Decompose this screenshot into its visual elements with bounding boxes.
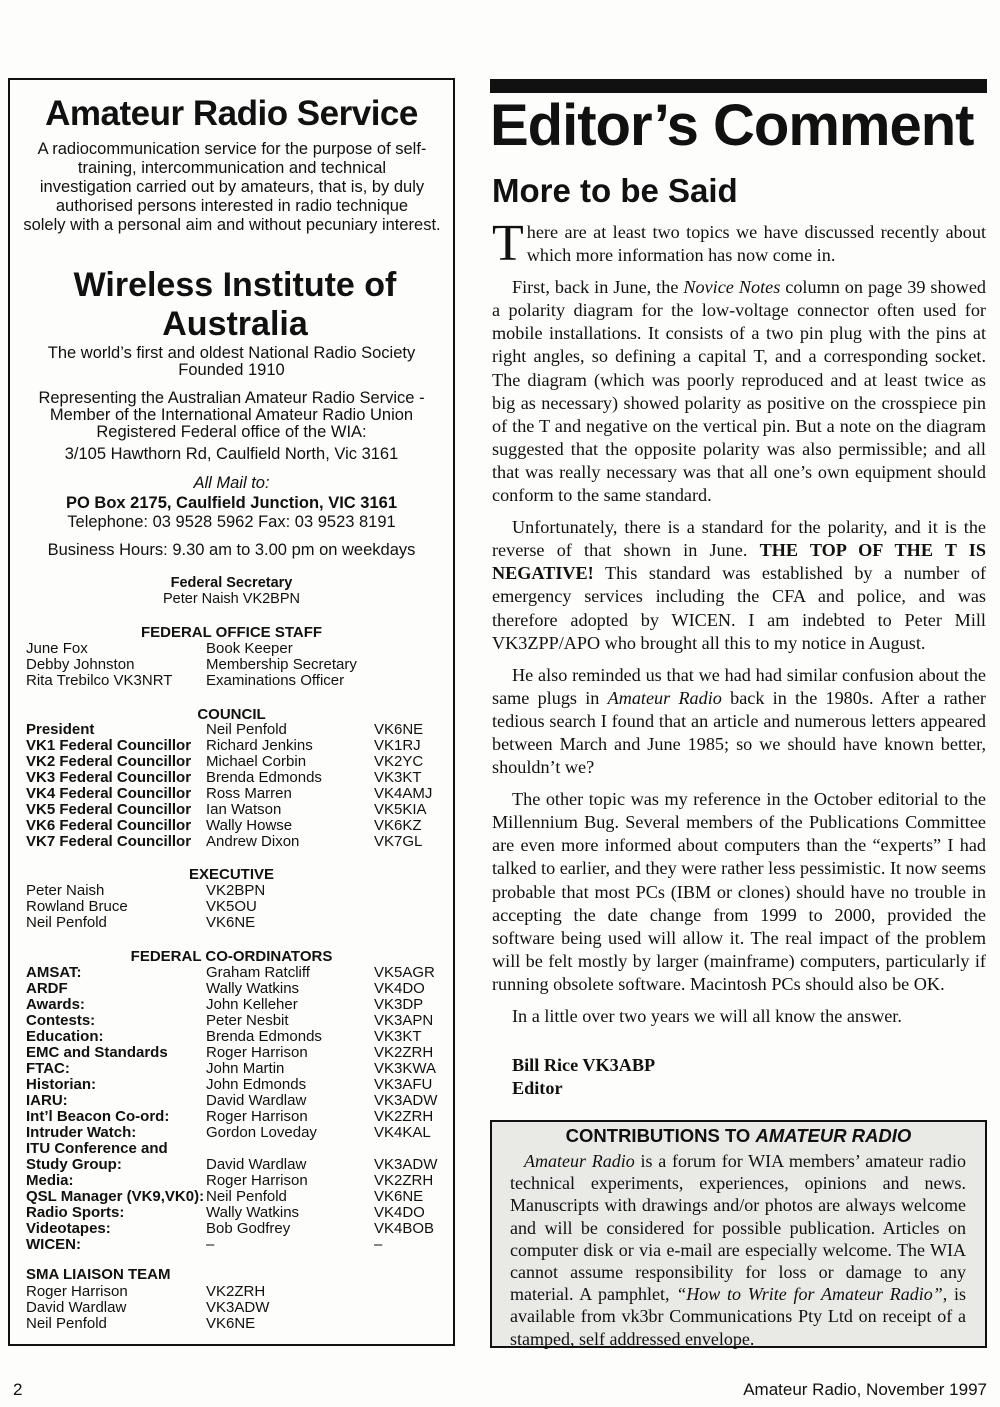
council-row: VK5 Federal Councillor Ian Watson VK5KIA bbox=[26, 801, 427, 818]
coordinator-row: Historian: John Edmonds VK3AFU bbox=[26, 1076, 433, 1093]
wia-line: The world’s first and oldest National Radio Society bbox=[47, 344, 416, 362]
paragraph: First, back in June, the Novice Notes column on page 39 showed a polarity diagram for the low-voltage connector often used for mobile installations. It consists of a two pin plug with the pins at right angles, so defining a capital T, and a corresponding socket. The diagram (which was poorly reproduced and at least twice as big as necessary) showed polarity as positive on the crosspiece pin of the T and negative on the vertical pin. But a note on the diagram suggested that the opposite polarity was also permissible; and all that was really necessary was that all one’s own equipment should conform to the same standard. bbox=[492, 277, 986, 506]
editors-comment-heading: Editor’s Comment bbox=[490, 93, 974, 158]
coordinator-row: AMSAT: Graham Ratcliff VK5AGR bbox=[26, 964, 435, 981]
paragraph: The other topic was my reference in the October editorial to the Millennium Bug. Several members of the Publications Committee are even more informed about computers than the “experts” I had talked to earlier, and they were rather less pessimistic. It now seems probable that most PCs (IBM or clones) should have no trouble in accepting the date change from 1999 to 2000, provided the software being used will allow it. The real impact of the problem will be felt mostly by larger (mainframe) computers, particularly if running obsolete software. Macintosh PCs should also be OK. bbox=[492, 789, 986, 994]
coordinator-row: Awards: John Kelleher VK3DP bbox=[26, 996, 424, 1013]
publication-footer: Amateur Radio, November 1997 bbox=[743, 1380, 987, 1399]
coordinator-row: Media: Roger Harrison VK2ZRH bbox=[26, 1172, 434, 1189]
executive-row: Peter Naish VK2BPN bbox=[26, 882, 266, 899]
phone-fax: Telephone: 03 9528 5962 Fax: 03 9523 8191 bbox=[67, 513, 396, 531]
contributions-title: CONTRIBUTIONS TO AMATEUR RADIO bbox=[565, 1125, 912, 1146]
council-row: VK3 Federal Councillor Brenda Edmonds VK3KT bbox=[26, 769, 422, 786]
coordinator-row: Education: Brenda Edmonds VK3KT bbox=[26, 1028, 422, 1045]
wia-address: 3/105 Hawthorn Rd, Caulfield North, Vic 3161 bbox=[64, 445, 399, 463]
signature-name: Bill Rice VK3ABP bbox=[512, 1055, 656, 1075]
mail-to-label: All Mail to: bbox=[193, 474, 270, 492]
coordinator-row: Int’l Beacon Co-ord: Roger Harrison VK2ZRH bbox=[26, 1108, 434, 1125]
po-box: PO Box 2175, Caulfield Junction, VIC 3161 bbox=[65, 494, 398, 512]
sma-row: David Wardlaw VK3ADW bbox=[26, 1299, 270, 1316]
paragraph: There are at least two topics we have discussed recently about which more information has now come in. bbox=[492, 215, 986, 272]
council-row: VK4 Federal Councillor Ross Marren VK4AMJ bbox=[26, 785, 433, 802]
fed-sec-title: Federal Secretary bbox=[170, 575, 293, 591]
signature-role: Editor bbox=[512, 1078, 563, 1098]
wia-line: Founded 1910 bbox=[178, 361, 285, 379]
sma-title: SMA LIAISON TEAM bbox=[26, 1266, 171, 1283]
council-row: VK1 Federal Councillor Richard Jenkins VK1RJ bbox=[26, 737, 421, 754]
wia-info-box bbox=[8, 78, 455, 1346]
council-title: COUNCIL bbox=[197, 706, 266, 723]
ars-def-line: authorised persons interested in radio technique bbox=[55, 197, 409, 215]
coordinator-row: QSL Manager (VK9,VK0): Neil Penfold VK6NE bbox=[26, 1188, 424, 1205]
coordinator-row: ITU Conference and bbox=[26, 1140, 168, 1157]
sma-row: Roger Harrison VK2ZRH bbox=[26, 1283, 266, 1300]
executive-title: EXECUTIVE bbox=[188, 866, 275, 883]
page-number: 2 bbox=[13, 1380, 23, 1399]
heading-rule bbox=[490, 79, 987, 93]
business-hours: Business Hours: 9.30 am to 3.00 pm on weekdays bbox=[47, 541, 416, 559]
contributions-text: Amateur Radio is a forum for WIA members’ amateur radio technical experiments, experiences, opinions and news. Manuscripts with drawings and/or photos are always welcome and will be considered for possible publication. Articles on computer disk or via e-mail are especially welcome. The WIA cannot assume responsibility for loss or damage to any material. A pamphlet, “How to Write for Amateur Radio”, is available from vk3br Communications Pty Ltd on receipt of a stamped, self addressed envelope. bbox=[510, 1151, 966, 1349]
editorial-article bbox=[492, 215, 986, 1037]
ars-def-line: training, intercommunication and technical bbox=[77, 159, 387, 177]
fed-sec-name: Peter Naish VK2BPN bbox=[162, 591, 300, 607]
wia-heading-line: Wireless Institute of bbox=[73, 266, 397, 304]
office-staff-row: Rita Trebilco VK3NRT Examinations Officer bbox=[26, 672, 345, 689]
council-row: VK7 Federal Councillor Andrew Dixon VK7GL bbox=[26, 833, 423, 850]
council-row: VK6 Federal Councillor Wally Howse VK6KZ bbox=[26, 817, 422, 834]
wia-line: Member of the International Amateur Radio Union bbox=[49, 406, 414, 424]
wia-line: Representing the Australian Amateur Radio Service - bbox=[38, 389, 425, 407]
coordinator-row: Study Group: David Wardlaw VK3ADW bbox=[26, 1156, 438, 1173]
office-staff-title: FEDERAL OFFICE STAFF bbox=[140, 624, 323, 641]
office-staff-row: June Fox Book Keeper bbox=[26, 640, 293, 657]
executive-row: Neil Penfold VK6NE bbox=[26, 914, 256, 931]
wia-heading-line: Australia bbox=[162, 305, 308, 343]
contributions-box bbox=[490, 1120, 987, 1348]
paragraph: Unfortunately, there is a standard for the polarity, and it is the reverse of that shown in June. THE TOP OF THE T IS NEGATIVE! This standard was established by a number of emergency services including the CFA and police, and was therefore adopted by WICEN. I am indebted to Peter Mill VK3ZPP/APO who brought all this to my notice in August. bbox=[492, 517, 986, 653]
ars-def-line: investigation carried out by amateurs, that is, by duly bbox=[39, 178, 425, 196]
paragraph: He also reminded us that we had had similar confusion about the same plugs in Amateur Radio back in the 1980s. After a rather tedious search I found that an article and numerous letters appeared between March and June 1985; so we should have known better, shouldn’t we? bbox=[492, 664, 986, 778]
ars-definition bbox=[22, 140, 442, 235]
coordinator-row: EMC and Standards Roger Harrison VK2ZRH bbox=[26, 1044, 434, 1061]
coordinator-row: WICEN: – – bbox=[26, 1236, 383, 1253]
office-staff-row: Debby Johnston Membership Secretary bbox=[26, 656, 357, 673]
ars-def-line: A radiocommunication service for the purpose of self- bbox=[37, 140, 427, 158]
council-row: VK2 Federal Councillor Michael Corbin VK2YC bbox=[26, 753, 424, 770]
sma-row: Neil Penfold VK6NE bbox=[26, 1315, 256, 1332]
ars-def-line: solely with a personal aim and without pecuniary interest. bbox=[23, 216, 441, 234]
wia-line: Registered Federal office of the WIA: bbox=[96, 423, 367, 441]
wia-heading bbox=[30, 266, 440, 344]
executive-row: Rowland Bruce VK5OU bbox=[26, 898, 257, 915]
coordinator-row: ARDF Wally Watkins VK4DO bbox=[26, 980, 425, 997]
coordinator-row: Contests: Peter Nesbit VK3APN bbox=[26, 1012, 434, 1029]
paragraph: In a little over two years we will all know the answer. bbox=[512, 1006, 902, 1026]
article-subheading: More to be Said bbox=[492, 172, 738, 209]
council-row: President Neil Penfold VK6NE bbox=[26, 721, 424, 738]
coordinator-row: IARU: David Wardlaw VK3ADW bbox=[26, 1092, 438, 1109]
coordinator-row: Intruder Watch: Gordon Loveday VK4KAL bbox=[26, 1124, 431, 1141]
ars-heading: Amateur Radio Service bbox=[45, 94, 418, 133]
coordinators-title: FEDERAL CO-ORDINATORS bbox=[130, 948, 333, 965]
drop-cap: T bbox=[492, 215, 524, 272]
coordinator-row: Radio Sports: Wally Watkins VK4DO bbox=[26, 1204, 425, 1221]
coordinator-row: FTAC: John Martin VK3KWA bbox=[26, 1060, 436, 1077]
coordinator-row: Videotapes: Bob Godfrey VK4BOB bbox=[26, 1220, 435, 1237]
